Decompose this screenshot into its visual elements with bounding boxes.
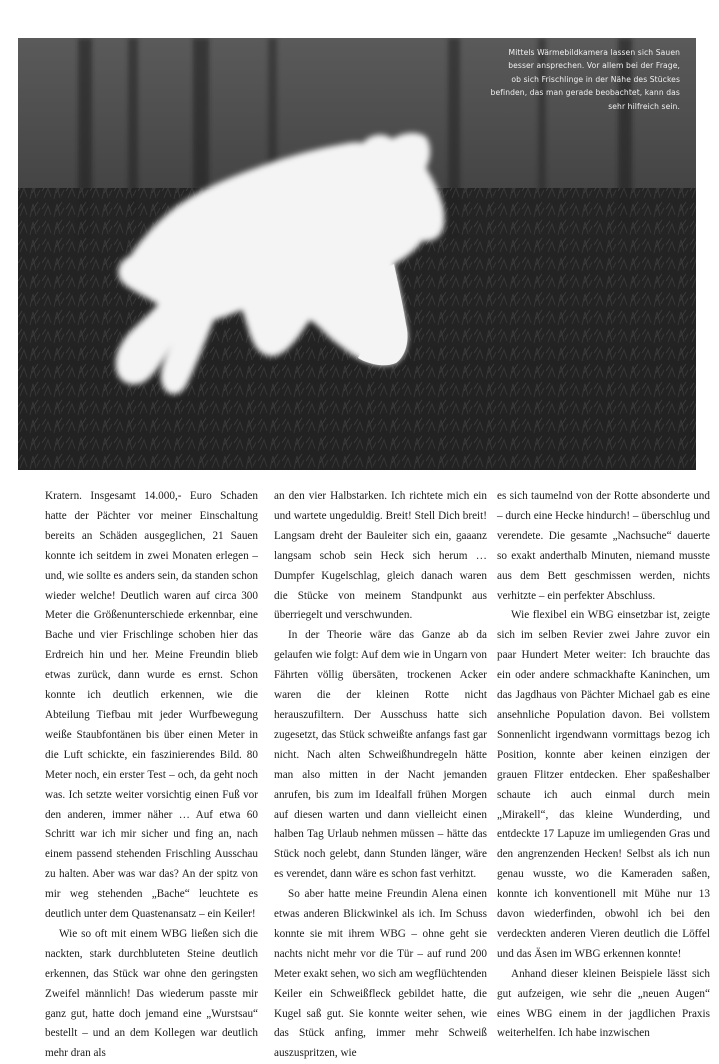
caption-line: befinden, das man gerade beobachtet, kann das bbox=[490, 88, 680, 98]
article-body bbox=[0, 487, 719, 1060]
photo-caption bbox=[470, 46, 680, 113]
text-column-3 bbox=[497, 487, 710, 1044]
paragraph: In der Theorie wäre das Ganze ab da gelaufen wie folgt: Auf dem wie in Ungarn von Fährten völlig übersäten, trockenen Acker waren die der kleinen Rotte nicht herauszufiltern. Der Ausschuss hatte sich zugesetzt, das Stück schweißte anfangs fast gar nicht. Nach alten Schweißhundregeln hätte man also mitten in der Nacht jemanden anrufen, bis zum im Idealfall frühen Morgen auf diesen warten und dann vielleicht einen halben Tag Urlaub nehmen müssen – hätte das Stück noch gelebt, dann Stunden länger, wäre es verendet, dann wäre es schon fast verhitzt. bbox=[274, 629, 487, 881]
paragraph: Anhand dieser kleinen Beispiele lässt sich gut aufzeigen, wie sehr die „neuen Augen“ eines WBG einem in der jagdlichen Praxis weiterhelfen. Ich habe inzwischen bbox=[497, 967, 710, 1040]
text-column-1 bbox=[45, 487, 258, 1064]
thermal-image-photo bbox=[18, 38, 696, 470]
caption-line: ob sich Frischlinge in der Nähe des Stückes bbox=[511, 74, 680, 84]
caption-line: sehr hilfreich sein. bbox=[608, 101, 680, 111]
paragraph: Wie so oft mit einem WBG ließen sich die nackten, stark durchbluteten Steine deutlich erkennen, das Stück war ohne den geringsten Zweifel männlich! Das wiederum passte mir ganz gut, hatte doch jemand eine „Wurstsau“ bestellt – und an dem Kollegen war deutlich mehr dran als bbox=[45, 927, 258, 1060]
caption-line: Mittels Wärmebildkamera lassen sich Sauen bbox=[508, 48, 680, 57]
paragraph: Kratern. Insgesamt 14.000,- Euro Schaden hatte der Pächter vor meiner Einschaltung bereits an Schäden ausgeglichen, 21 Sauen konnte ich seitdem in zwei Monaten erlegen – und, wie sollte es anders sein, da standen schon wieder welche! Deutlich waren auf circa 300 Meter die Größenunterschiede erkennbar, eine Bache und vier Frischlinge schoben hier das Erdreich hin und her. Meine Freundin blieb etwas zurück, dann wurde es ernst. Schon konnte ich deutlich erkennen, wie die Abteilung Tiefbau mit jeder Wurfbewegung weiße Staubfontänen bis über einen Meter in die Luft schickte, ein faszinierendes Bild. 80 Meter noch, ein erster Test – och, da geht noch was. Ich setzte weiter vorsichtig einen Fuß vor den anderen, immer näher … Auf etwa 60 Schritt war ich mir sicher und fing an, nach einem passend stehenden Frischling Ausschau zu halten. Aber was war das? An der spitz von mir weg stehenden „Bache“ leuchtete es deutlich unter dem Quastenansatz – ein Keiler! bbox=[45, 490, 258, 921]
paragraph: Wie flexibel ein WBG einsetzbar ist, zeigte sich im selben Revier zwei Jahre zuvor ein paar Hundert Meter weiter: Ich brauchte das ein oder andere schmackhafte Kaninchen, um das Jagdhaus von Pächter Michael gab es eine ansehnliche Population davon. Bei vollstem Sonnenlicht irgendwann vormittags bezog ich Position, konnte aber keinen einzigen der grauen Flitzer entdecken. Eher spaßeshalber schaute ich auch einmal durch mein „Mirakell“, das kleine Wunderding, und entdeckte 17 Lapuze im umliegenden Gras und den angrenzenden Hecken! Selbst als ich nun genau wusste, wo die Kameraden saßen, konnte ich konventionell mit Mühe nur 13 davon wiederfinden, obwohl ich bei den verdeckten anderen Vieren deutlich die Löffel und das Äsen im WBG erkennen konnte! bbox=[497, 609, 710, 960]
caption-line: besser ansprechen. Vor allem bei der Frage, bbox=[508, 61, 680, 71]
paragraph: an den vier Halbstarken. Ich richtete mich ein und wartete ungeduldig. Breit! Stell Dich breit! Langsam dreht der Bauleiter sich ein, gaaanz langsam schob sein Heck sich herum … Dumpfer Kugelschlag, gleich danach waren die Stücke von meinem Standpunkt aus überriegelt und verschwunden. bbox=[274, 490, 487, 622]
paragraph: So aber hatte meine Freundin Alena einen etwas anderen Blickwinkel als ich. Im Schuss konnte sie mit ihrem WBG – ohne geht sie nachts nicht mehr vor die Tür – auf rund 200 Meter exakt sehen, wo sich am wegflüchtenden Keiler ein Schweißfleck gebildet hatte, die Kugel saß gut. Sie konnte weiter sehen, wie das Stück anfing, immer mehr Schweiß auszuspritzen, wie bbox=[274, 888, 487, 1060]
text-column-2 bbox=[274, 487, 487, 1064]
paragraph: es sich taumelnd von der Rotte absonderte und – durch eine Hecke hindurch! – überschlug und verendete. Die gesamte „Nachsuche“ dauerte so exakt anderthalb Minuten, niemand musste aus dem Bett geschmissen werden, nichts verhitzte – ein perfekter Abschluss. bbox=[497, 490, 710, 602]
